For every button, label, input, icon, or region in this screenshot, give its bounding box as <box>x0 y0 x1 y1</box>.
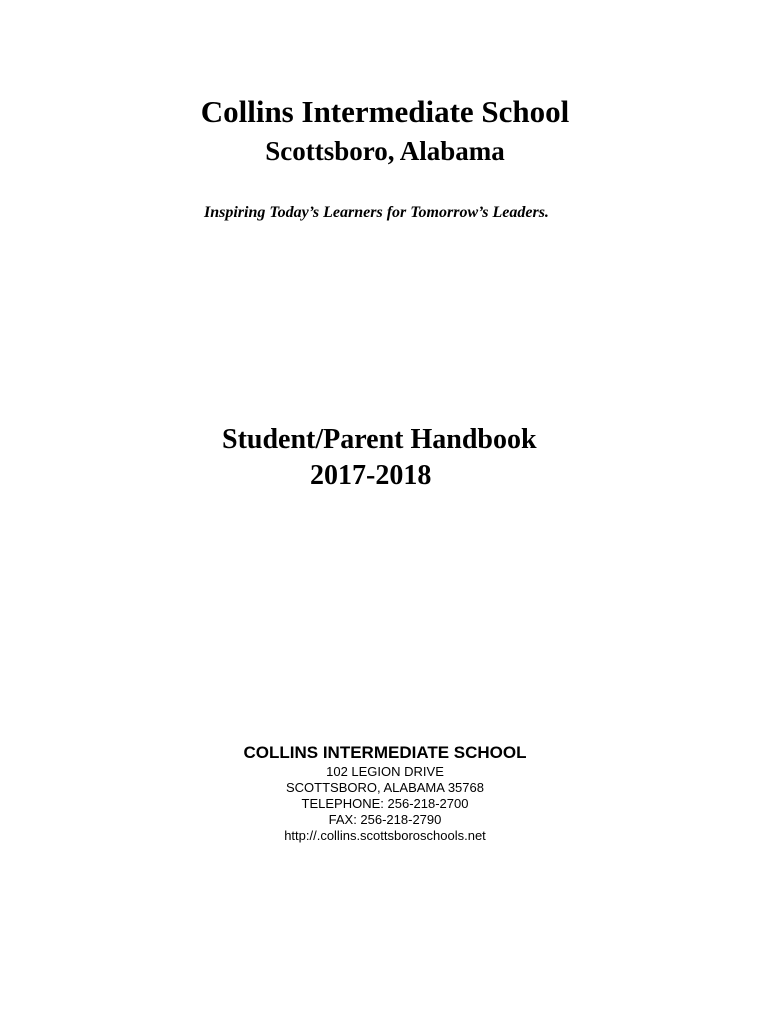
school-location-heading: Scottsboro, Alabama <box>265 136 505 166</box>
handbook-year: 2017-2018 <box>310 460 432 491</box>
contact-school-name: COLLINS INTERMEDIATE SCHOOL <box>243 743 527 762</box>
contact-city-state-zip: SCOTTSBORO, ALABAMA 35768 <box>286 780 484 795</box>
contact-fax: FAX: 256-218-2790 <box>328 812 442 827</box>
school-tagline: Inspiring Today’s Learners for Tomorrow’s Leaders. <box>204 204 549 221</box>
contact-website: http://.collins.scottsboroschools.net <box>284 828 486 843</box>
contact-block <box>0 742 770 844</box>
contact-telephone: TELEPHONE: 256-218-2700 <box>301 796 469 811</box>
school-name-heading: Collins Intermediate School <box>200 94 570 129</box>
handbook-title: Student/Parent Handbook <box>222 424 537 455</box>
contact-address: 102 LEGION DRIVE <box>326 764 444 779</box>
